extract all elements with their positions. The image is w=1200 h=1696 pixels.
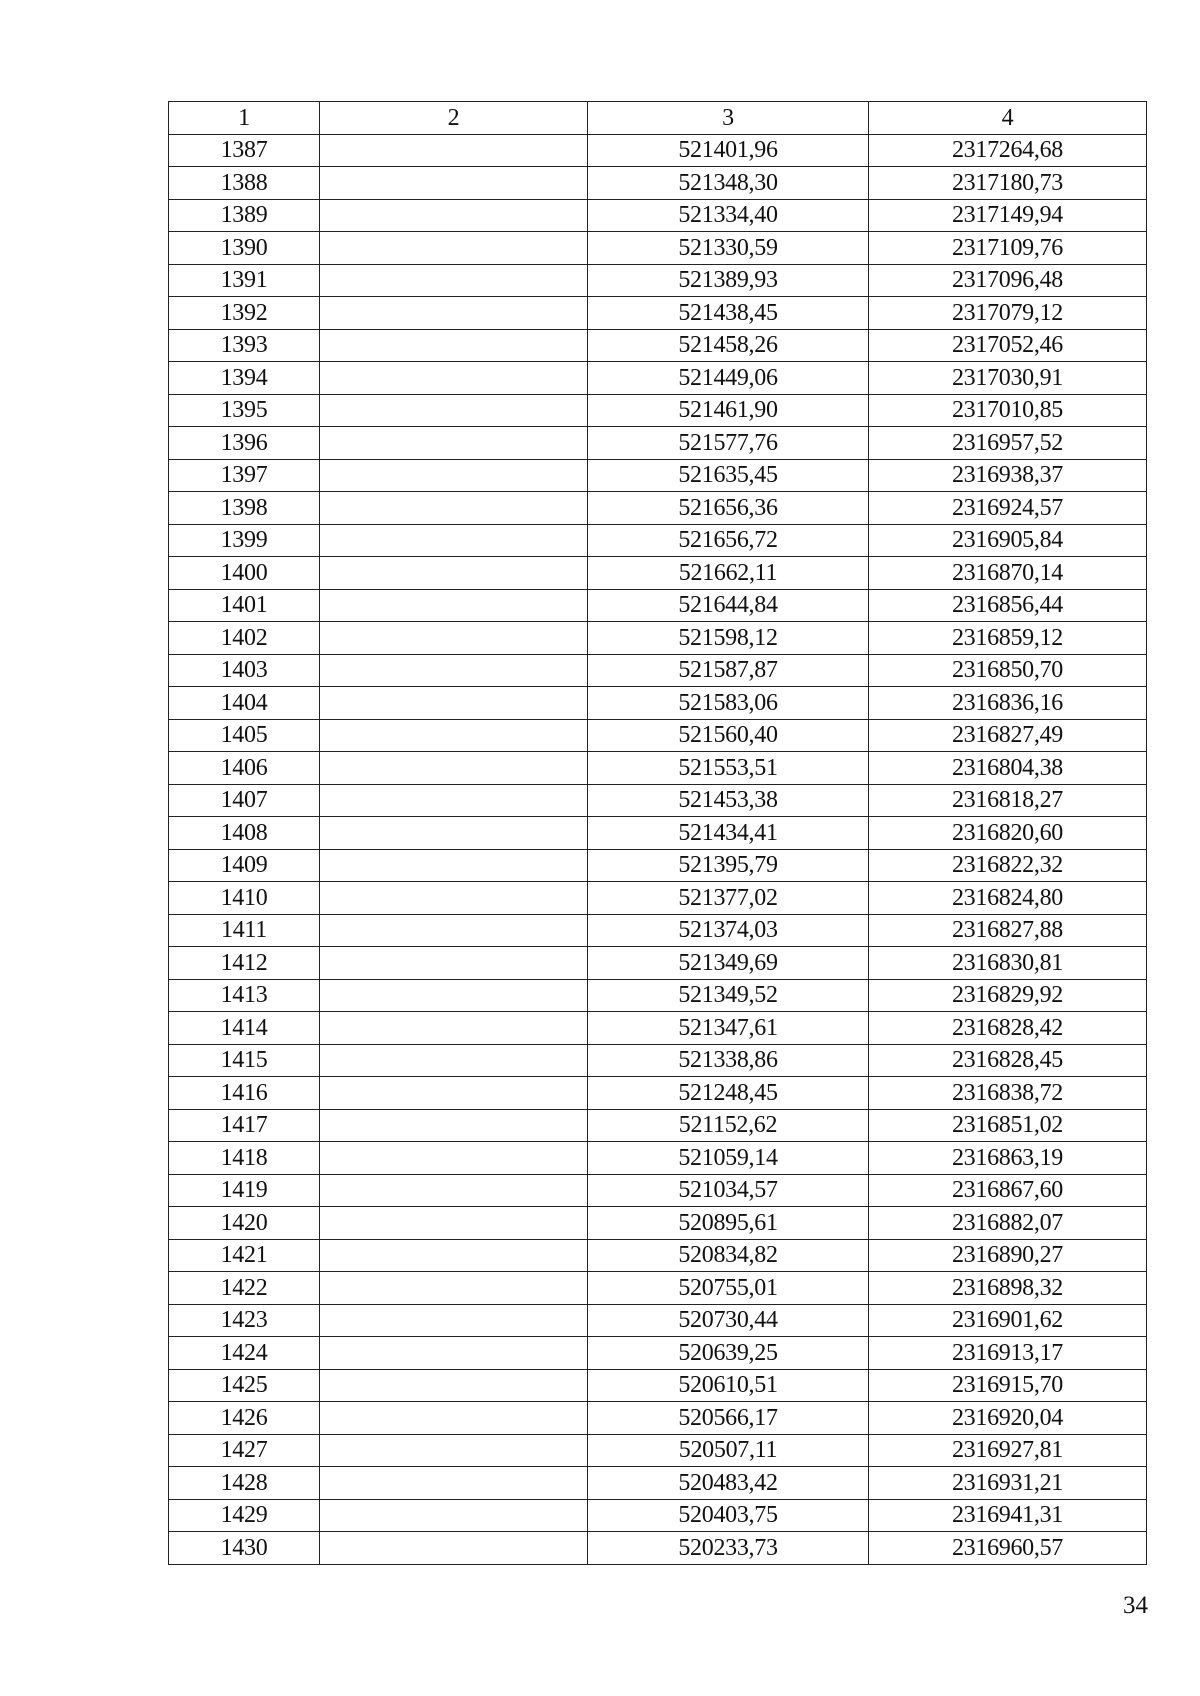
blank-cell xyxy=(320,1434,588,1467)
table-row xyxy=(169,1142,1147,1175)
table-row xyxy=(169,1174,1147,1207)
x-coordinate-cell: 520507,11 xyxy=(588,1434,869,1467)
x-coordinate-cell: 520755,01 xyxy=(588,1272,869,1305)
x-coordinate-cell: 520895,61 xyxy=(588,1207,869,1240)
table-row xyxy=(169,784,1147,817)
x-coordinate-cell: 521458,26 xyxy=(588,329,869,362)
y-coordinate-cell: 2317052,46 xyxy=(869,329,1147,362)
y-coordinate-cell: 2316827,49 xyxy=(869,719,1147,752)
blank-cell xyxy=(320,264,588,297)
header-cell-4: 4 xyxy=(869,102,1147,135)
y-coordinate-cell: 2316913,17 xyxy=(869,1337,1147,1370)
point-number-cell: 1393 xyxy=(169,329,320,362)
table-row xyxy=(169,1402,1147,1435)
table-row xyxy=(169,232,1147,265)
y-coordinate-cell: 2316867,60 xyxy=(869,1174,1147,1207)
blank-cell xyxy=(320,1402,588,1435)
x-coordinate-cell: 521395,79 xyxy=(588,849,869,882)
y-coordinate-cell: 2316822,32 xyxy=(869,849,1147,882)
blank-cell xyxy=(320,167,588,200)
y-coordinate-cell: 2316924,57 xyxy=(869,492,1147,525)
x-coordinate-cell: 521438,45 xyxy=(588,297,869,330)
y-coordinate-cell: 2316931,21 xyxy=(869,1467,1147,1500)
point-number-cell: 1426 xyxy=(169,1402,320,1435)
x-coordinate-cell: 521152,62 xyxy=(588,1109,869,1142)
blank-cell xyxy=(320,882,588,915)
y-coordinate-cell: 2316938,37 xyxy=(869,459,1147,492)
x-coordinate-cell: 521560,40 xyxy=(588,719,869,752)
table-row xyxy=(169,199,1147,232)
y-coordinate-cell: 2316824,80 xyxy=(869,882,1147,915)
point-number-cell: 1417 xyxy=(169,1109,320,1142)
point-number-cell: 1421 xyxy=(169,1239,320,1272)
x-coordinate-cell: 521248,45 xyxy=(588,1077,869,1110)
table-row xyxy=(169,1434,1147,1467)
point-number-cell: 1398 xyxy=(169,492,320,525)
x-coordinate-cell: 521034,57 xyxy=(588,1174,869,1207)
y-coordinate-cell: 2316851,02 xyxy=(869,1109,1147,1142)
x-coordinate-cell: 521635,45 xyxy=(588,459,869,492)
point-number-cell: 1428 xyxy=(169,1467,320,1500)
table-row xyxy=(169,134,1147,167)
x-coordinate-cell: 521349,52 xyxy=(588,979,869,1012)
table-row xyxy=(169,329,1147,362)
x-coordinate-cell: 521334,40 xyxy=(588,199,869,232)
point-number-cell: 1413 xyxy=(169,979,320,1012)
blank-cell xyxy=(320,752,588,785)
blank-cell xyxy=(320,557,588,590)
table-row xyxy=(169,1207,1147,1240)
table-row xyxy=(169,1369,1147,1402)
x-coordinate-cell: 521662,11 xyxy=(588,557,869,590)
table-row xyxy=(169,264,1147,297)
table-row xyxy=(169,1077,1147,1110)
point-number-cell: 1423 xyxy=(169,1304,320,1337)
table-header xyxy=(169,102,1147,135)
y-coordinate-cell: 2317079,12 xyxy=(869,297,1147,330)
blank-cell xyxy=(320,1467,588,1500)
y-coordinate-cell: 2316960,57 xyxy=(869,1532,1147,1565)
y-coordinate-cell: 2316941,31 xyxy=(869,1499,1147,1532)
blank-cell xyxy=(320,1304,588,1337)
table-row xyxy=(169,297,1147,330)
point-number-cell: 1405 xyxy=(169,719,320,752)
blank-cell xyxy=(320,589,588,622)
point-number-cell: 1420 xyxy=(169,1207,320,1240)
x-coordinate-cell: 521059,14 xyxy=(588,1142,869,1175)
x-coordinate-cell: 521349,69 xyxy=(588,947,869,980)
y-coordinate-cell: 2316838,72 xyxy=(869,1077,1147,1110)
table-row xyxy=(169,1467,1147,1500)
y-coordinate-cell: 2317109,76 xyxy=(869,232,1147,265)
x-coordinate-cell: 521338,86 xyxy=(588,1044,869,1077)
x-coordinate-cell: 521453,38 xyxy=(588,784,869,817)
y-coordinate-cell: 2317030,91 xyxy=(869,362,1147,395)
x-coordinate-cell: 521598,12 xyxy=(588,622,869,655)
blank-cell xyxy=(320,1044,588,1077)
x-coordinate-cell: 520610,51 xyxy=(588,1369,869,1402)
y-coordinate-cell: 2316915,70 xyxy=(869,1369,1147,1402)
table-row xyxy=(169,394,1147,427)
point-number-cell: 1391 xyxy=(169,264,320,297)
y-coordinate-cell: 2316957,52 xyxy=(869,427,1147,460)
y-coordinate-cell: 2316882,07 xyxy=(869,1207,1147,1240)
point-number-cell: 1403 xyxy=(169,654,320,687)
table-row xyxy=(169,557,1147,590)
blank-cell xyxy=(320,719,588,752)
x-coordinate-cell: 521656,72 xyxy=(588,524,869,557)
point-number-cell: 1422 xyxy=(169,1272,320,1305)
table-row xyxy=(169,1532,1147,1565)
blank-cell xyxy=(320,687,588,720)
y-coordinate-cell: 2316818,27 xyxy=(869,784,1147,817)
point-number-cell: 1396 xyxy=(169,427,320,460)
point-number-cell: 1399 xyxy=(169,524,320,557)
x-coordinate-cell: 521347,61 xyxy=(588,1012,869,1045)
point-number-cell: 1419 xyxy=(169,1174,320,1207)
blank-cell xyxy=(320,622,588,655)
blank-cell xyxy=(320,1532,588,1565)
blank-cell xyxy=(320,329,588,362)
blank-cell xyxy=(320,199,588,232)
x-coordinate-cell: 520639,25 xyxy=(588,1337,869,1370)
blank-cell xyxy=(320,1077,588,1110)
header-cell-2: 2 xyxy=(320,102,588,135)
page-number: 34 xyxy=(1123,1592,1148,1619)
y-coordinate-cell: 2316830,81 xyxy=(869,947,1147,980)
y-coordinate-cell: 2316898,32 xyxy=(869,1272,1147,1305)
blank-cell xyxy=(320,1499,588,1532)
header-cell-1: 1 xyxy=(169,102,320,135)
blank-cell xyxy=(320,1369,588,1402)
point-number-cell: 1414 xyxy=(169,1012,320,1045)
table-row xyxy=(169,1239,1147,1272)
point-number-cell: 1388 xyxy=(169,167,320,200)
table-row xyxy=(169,979,1147,1012)
table-row xyxy=(169,849,1147,882)
point-number-cell: 1387 xyxy=(169,134,320,167)
x-coordinate-cell: 521374,03 xyxy=(588,914,869,947)
point-number-cell: 1410 xyxy=(169,882,320,915)
blank-cell xyxy=(320,362,588,395)
point-number-cell: 1390 xyxy=(169,232,320,265)
table-row xyxy=(169,654,1147,687)
blank-cell xyxy=(320,1109,588,1142)
y-coordinate-cell: 2316927,81 xyxy=(869,1434,1147,1467)
x-coordinate-cell: 521348,30 xyxy=(588,167,869,200)
table-row xyxy=(169,362,1147,395)
x-coordinate-cell: 521644,84 xyxy=(588,589,869,622)
table-row xyxy=(169,947,1147,980)
blank-cell xyxy=(320,427,588,460)
x-coordinate-cell: 521577,76 xyxy=(588,427,869,460)
table-row xyxy=(169,817,1147,850)
x-coordinate-cell: 521389,93 xyxy=(588,264,869,297)
table-row xyxy=(169,492,1147,525)
table-row xyxy=(169,1337,1147,1370)
x-coordinate-cell: 520566,17 xyxy=(588,1402,869,1435)
y-coordinate-cell: 2316828,45 xyxy=(869,1044,1147,1077)
blank-cell xyxy=(320,849,588,882)
x-coordinate-cell: 520403,75 xyxy=(588,1499,869,1532)
blank-cell xyxy=(320,1272,588,1305)
x-coordinate-cell: 520730,44 xyxy=(588,1304,869,1337)
table-body xyxy=(169,134,1147,1564)
y-coordinate-cell: 2316859,12 xyxy=(869,622,1147,655)
x-coordinate-cell: 521434,41 xyxy=(588,817,869,850)
x-coordinate-cell: 521401,96 xyxy=(588,134,869,167)
point-number-cell: 1389 xyxy=(169,199,320,232)
blank-cell xyxy=(320,914,588,947)
x-coordinate-cell: 521656,36 xyxy=(588,492,869,525)
x-coordinate-cell: 520233,73 xyxy=(588,1532,869,1565)
blank-cell xyxy=(320,1239,588,1272)
table-row xyxy=(169,1044,1147,1077)
y-coordinate-cell: 2317149,94 xyxy=(869,199,1147,232)
point-number-cell: 1406 xyxy=(169,752,320,785)
blank-cell xyxy=(320,232,588,265)
point-number-cell: 1408 xyxy=(169,817,320,850)
y-coordinate-cell: 2317010,85 xyxy=(869,394,1147,427)
y-coordinate-cell: 2316920,04 xyxy=(869,1402,1147,1435)
point-number-cell: 1418 xyxy=(169,1142,320,1175)
y-coordinate-cell: 2316870,14 xyxy=(869,557,1147,590)
table-row xyxy=(169,427,1147,460)
y-coordinate-cell: 2317180,73 xyxy=(869,167,1147,200)
table-row xyxy=(169,1499,1147,1532)
point-number-cell: 1427 xyxy=(169,1434,320,1467)
blank-cell xyxy=(320,1142,588,1175)
x-coordinate-cell: 521461,90 xyxy=(588,394,869,427)
point-number-cell: 1400 xyxy=(169,557,320,590)
y-coordinate-cell: 2316804,38 xyxy=(869,752,1147,785)
y-coordinate-cell: 2316827,88 xyxy=(869,914,1147,947)
blank-cell xyxy=(320,492,588,525)
point-number-cell: 1415 xyxy=(169,1044,320,1077)
blank-cell xyxy=(320,947,588,980)
point-number-cell: 1411 xyxy=(169,914,320,947)
y-coordinate-cell: 2316829,92 xyxy=(869,979,1147,1012)
table-row xyxy=(169,719,1147,752)
point-number-cell: 1404 xyxy=(169,687,320,720)
x-coordinate-cell: 521587,87 xyxy=(588,654,869,687)
x-coordinate-cell: 521330,59 xyxy=(588,232,869,265)
x-coordinate-cell: 520483,42 xyxy=(588,1467,869,1500)
point-number-cell: 1409 xyxy=(169,849,320,882)
table-row xyxy=(169,524,1147,557)
point-number-cell: 1412 xyxy=(169,947,320,980)
blank-cell xyxy=(320,134,588,167)
blank-cell xyxy=(320,1207,588,1240)
y-coordinate-cell: 2317096,48 xyxy=(869,264,1147,297)
y-coordinate-cell: 2316890,27 xyxy=(869,1239,1147,1272)
blank-cell xyxy=(320,394,588,427)
table-row xyxy=(169,589,1147,622)
point-number-cell: 1397 xyxy=(169,459,320,492)
y-coordinate-cell: 2316863,19 xyxy=(869,1142,1147,1175)
point-number-cell: 1430 xyxy=(169,1532,320,1565)
point-number-cell: 1407 xyxy=(169,784,320,817)
point-number-cell: 1416 xyxy=(169,1077,320,1110)
x-coordinate-cell: 521583,06 xyxy=(588,687,869,720)
table-row xyxy=(169,1109,1147,1142)
blank-cell xyxy=(320,817,588,850)
x-coordinate-cell: 520834,82 xyxy=(588,1239,869,1272)
point-number-cell: 1424 xyxy=(169,1337,320,1370)
blank-cell xyxy=(320,297,588,330)
point-number-cell: 1392 xyxy=(169,297,320,330)
x-coordinate-cell: 521377,02 xyxy=(588,882,869,915)
point-number-cell: 1401 xyxy=(169,589,320,622)
y-coordinate-cell: 2316828,42 xyxy=(869,1012,1147,1045)
blank-cell xyxy=(320,654,588,687)
y-coordinate-cell: 2316905,84 xyxy=(869,524,1147,557)
blank-cell xyxy=(320,1174,588,1207)
point-number-cell: 1425 xyxy=(169,1369,320,1402)
point-number-cell: 1402 xyxy=(169,622,320,655)
point-number-cell: 1394 xyxy=(169,362,320,395)
table-row xyxy=(169,167,1147,200)
blank-cell xyxy=(320,459,588,492)
table-row xyxy=(169,752,1147,785)
blank-cell xyxy=(320,784,588,817)
table-row xyxy=(169,687,1147,720)
blank-cell xyxy=(320,1012,588,1045)
y-coordinate-cell: 2316836,16 xyxy=(869,687,1147,720)
blank-cell xyxy=(320,524,588,557)
header-cell-3: 3 xyxy=(588,102,869,135)
blank-cell xyxy=(320,1337,588,1370)
table-row xyxy=(169,622,1147,655)
y-coordinate-cell: 2317264,68 xyxy=(869,134,1147,167)
blank-cell xyxy=(320,979,588,1012)
header-row xyxy=(169,102,1147,135)
y-coordinate-cell: 2316820,60 xyxy=(869,817,1147,850)
table-row xyxy=(169,1304,1147,1337)
coordinates-table xyxy=(168,101,1147,1565)
table-row xyxy=(169,914,1147,947)
y-coordinate-cell: 2316856,44 xyxy=(869,589,1147,622)
table-row xyxy=(169,1272,1147,1305)
y-coordinate-cell: 2316901,62 xyxy=(869,1304,1147,1337)
y-coordinate-cell: 2316850,70 xyxy=(869,654,1147,687)
table-row xyxy=(169,1012,1147,1045)
x-coordinate-cell: 521553,51 xyxy=(588,752,869,785)
point-number-cell: 1429 xyxy=(169,1499,320,1532)
point-number-cell: 1395 xyxy=(169,394,320,427)
table-row xyxy=(169,882,1147,915)
table-row xyxy=(169,459,1147,492)
x-coordinate-cell: 521449,06 xyxy=(588,362,869,395)
